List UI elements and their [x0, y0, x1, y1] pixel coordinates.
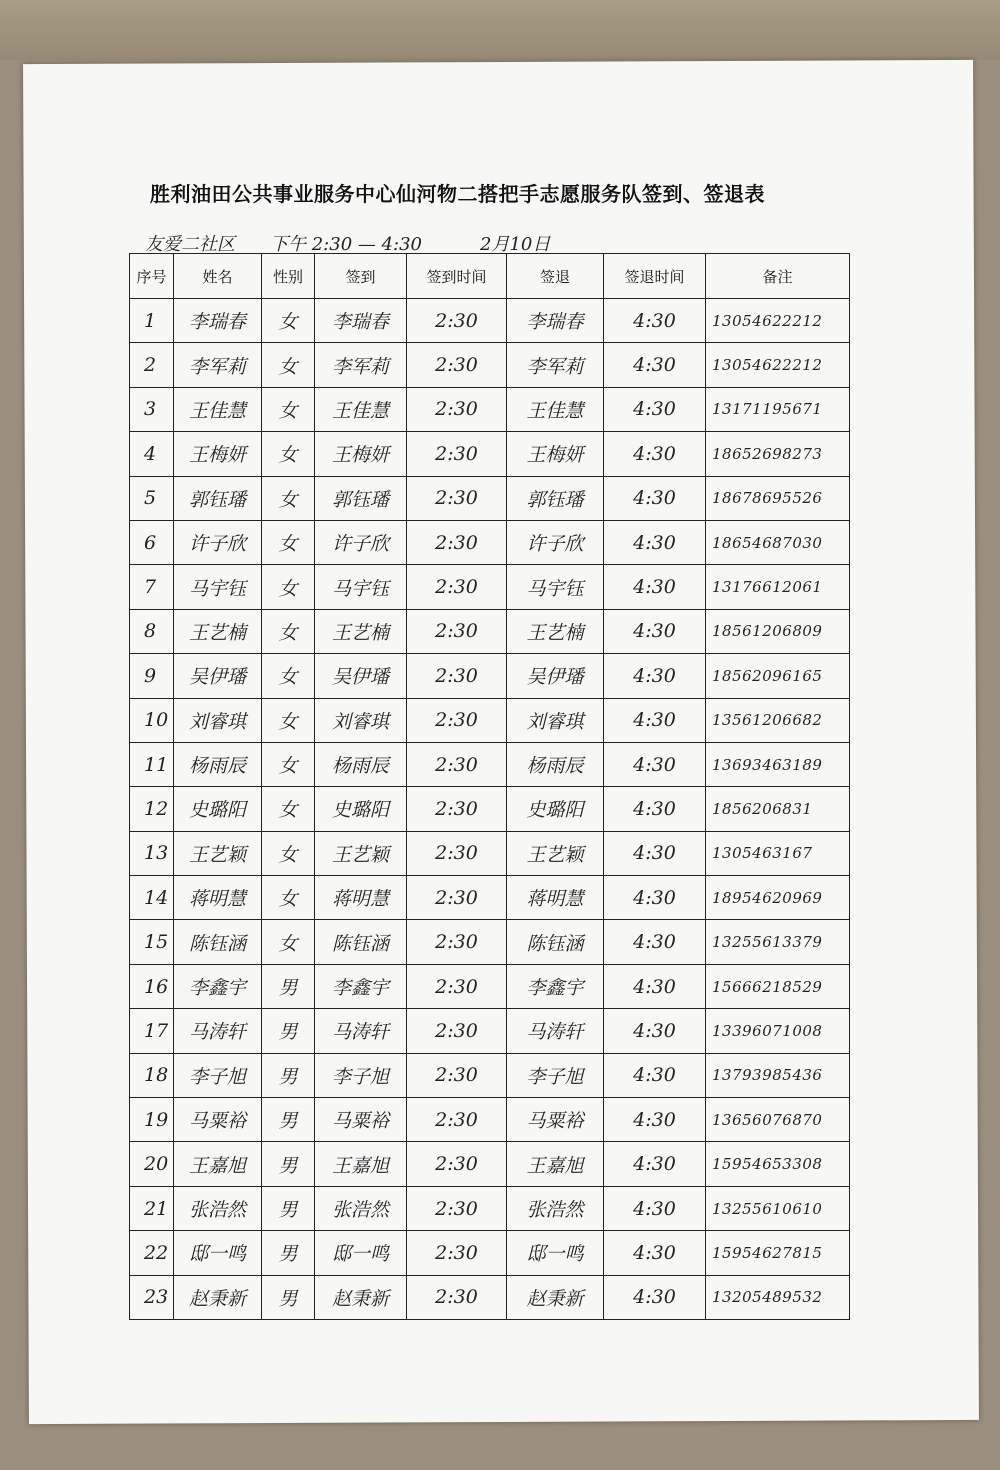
sign-in-time: 2:30: [407, 1098, 507, 1142]
sign-in-signature: 李军莉: [315, 343, 407, 387]
row-number: 17: [130, 1009, 174, 1053]
volunteer-name: 张浩然: [174, 1186, 262, 1230]
column-header-sign-in: 签到: [315, 254, 407, 299]
gender: 女: [262, 343, 315, 387]
sign-in-time: 2:30: [407, 787, 507, 831]
note-phone: 13255613379: [706, 920, 850, 964]
sign-out-signature: 史璐阳: [507, 787, 604, 831]
volunteer-name: 杨雨辰: [174, 742, 262, 786]
sign-out-signature: 张浩然: [507, 1186, 604, 1230]
note-phone: 15954653308: [706, 1142, 850, 1186]
sign-in-time: 2:30: [407, 1053, 507, 1097]
note-phone: 13561206682: [706, 698, 850, 742]
sign-out-time: 4:30: [604, 432, 706, 476]
gender: 男: [262, 1098, 315, 1142]
sign-in-time: 2:30: [407, 1231, 507, 1275]
sign-out-signature: 赵秉新: [507, 1275, 604, 1319]
signin-table: [129, 253, 850, 1320]
sign-out-signature: 李军莉: [507, 343, 604, 387]
sign-in-signature: 李子旭: [315, 1053, 407, 1097]
row-number: 4: [130, 432, 174, 476]
note-phone: 18562096165: [706, 654, 850, 698]
column-header-name: 姓名: [174, 254, 262, 299]
sign-out-time: 4:30: [604, 299, 706, 343]
volunteer-name: 邸一鸣: [174, 1231, 262, 1275]
volunteer-name: 马涛轩: [174, 1009, 262, 1053]
volunteer-name: 马粟裕: [174, 1098, 262, 1142]
sign-out-time: 4:30: [604, 1009, 706, 1053]
table-row: [130, 698, 850, 742]
gender: 男: [262, 1275, 315, 1319]
volunteer-name: 王嘉旭: [174, 1142, 262, 1186]
gender: 女: [262, 831, 315, 875]
sign-in-time: 2:30: [407, 1186, 507, 1230]
column-header-no: 序号: [130, 254, 174, 299]
volunteer-name: 史璐阳: [174, 787, 262, 831]
sign-in-signature: 许子欣: [315, 520, 407, 564]
row-number: 20: [130, 1142, 174, 1186]
sign-in-time: 2:30: [407, 876, 507, 920]
sign-out-signature: 陈钰涵: [507, 920, 604, 964]
row-number: 16: [130, 964, 174, 1008]
table-row: [130, 1231, 850, 1275]
table-row: [130, 1098, 850, 1142]
sign-in-time: 2:30: [407, 831, 507, 875]
sign-out-time: 4:30: [604, 387, 706, 431]
volunteer-name: 郭钰璠: [174, 476, 262, 520]
sign-in-signature: 吴伊璠: [315, 654, 407, 698]
sign-in-signature: 邸一鸣: [315, 1231, 407, 1275]
note-phone: 13205489532: [706, 1275, 850, 1319]
table-row: [130, 343, 850, 387]
sign-in-signature: 王艺楠: [315, 609, 407, 653]
row-number: 13: [130, 831, 174, 875]
sign-in-time: 2:30: [407, 343, 507, 387]
row-number: 21: [130, 1186, 174, 1230]
time-range-label: 下午 2:30 — 4:30: [270, 234, 423, 255]
volunteer-name: 李子旭: [174, 1053, 262, 1097]
row-number: 7: [130, 565, 174, 609]
sign-in-signature: 蒋明慧: [315, 876, 407, 920]
location-label: 友爱二社区: [145, 234, 235, 255]
note-phone: 18654687030: [706, 520, 850, 564]
note-phone: 13171195671: [706, 387, 850, 431]
sign-out-time: 4:30: [604, 1231, 706, 1275]
sign-in-signature: 陈钰涵: [315, 920, 407, 964]
sign-out-signature: 李子旭: [507, 1053, 604, 1097]
note-phone: 15954627815: [706, 1231, 850, 1275]
table-header-row: [130, 254, 850, 299]
sign-out-time: 4:30: [604, 520, 706, 564]
sign-in-time: 2:30: [407, 1142, 507, 1186]
volunteer-name: 王佳慧: [174, 387, 262, 431]
gender: 女: [262, 299, 315, 343]
sign-out-time: 4:30: [604, 698, 706, 742]
table-row: [130, 831, 850, 875]
table-row: [130, 609, 850, 653]
sign-in-time: 2:30: [407, 609, 507, 653]
volunteer-name: 王梅妍: [174, 432, 262, 476]
sign-out-time: 4:30: [604, 654, 706, 698]
gender: 男: [262, 1009, 315, 1053]
row-number: 11: [130, 742, 174, 786]
sign-out-time: 4:30: [604, 1275, 706, 1319]
sign-in-time: 2:30: [407, 432, 507, 476]
sign-out-time: 4:30: [604, 920, 706, 964]
gender: 女: [262, 432, 315, 476]
sign-out-signature: 刘睿琪: [507, 698, 604, 742]
table-row: [130, 476, 850, 520]
sign-in-signature: 张浩然: [315, 1186, 407, 1230]
sign-in-time: 2:30: [407, 1009, 507, 1053]
gender: 女: [262, 742, 315, 786]
note-phone: 18678695526: [706, 476, 850, 520]
sign-in-signature: 刘睿琪: [315, 698, 407, 742]
note-phone: 15666218529: [706, 964, 850, 1008]
sign-out-signature: 王梅妍: [507, 432, 604, 476]
sign-out-time: 4:30: [604, 1186, 706, 1230]
row-number: 22: [130, 1231, 174, 1275]
sign-out-time: 4:30: [604, 964, 706, 1008]
volunteer-name: 蒋明慧: [174, 876, 262, 920]
date-label: 2月10日: [480, 234, 551, 255]
table-row: [130, 787, 850, 831]
table-row: [130, 964, 850, 1008]
sign-out-signature: 吴伊璠: [507, 654, 604, 698]
volunteer-name: 赵秉新: [174, 1275, 262, 1319]
sign-in-signature: 马宇钰: [315, 565, 407, 609]
column-header-sign-out-time: 签退时间: [604, 254, 706, 299]
sign-out-time: 4:30: [604, 1142, 706, 1186]
sign-in-signature: 马粟裕: [315, 1098, 407, 1142]
note-phone: 13693463189: [706, 742, 850, 786]
table-row: [130, 432, 850, 476]
sign-in-time: 2:30: [407, 742, 507, 786]
column-header-sign-out: 签退: [507, 254, 604, 299]
volunteer-name: 王艺楠: [174, 609, 262, 653]
sign-out-signature: 许子欣: [507, 520, 604, 564]
table-row: [130, 1186, 850, 1230]
gender: 女: [262, 920, 315, 964]
document-title: 胜利油田公共事业服务中心仙河物二搭把手志愿服务队签到、签退表: [150, 182, 765, 206]
row-number: 9: [130, 654, 174, 698]
gender: 女: [262, 565, 315, 609]
sign-in-time: 2:30: [407, 1275, 507, 1319]
sign-out-signature: 杨雨辰: [507, 742, 604, 786]
column-header-gender: 性别: [262, 254, 315, 299]
sign-in-time: 2:30: [407, 565, 507, 609]
gender: 男: [262, 964, 315, 1008]
gender: 女: [262, 698, 315, 742]
sign-out-time: 4:30: [604, 343, 706, 387]
sign-in-signature: 郭钰璠: [315, 476, 407, 520]
sign-out-time: 4:30: [604, 1053, 706, 1097]
row-number: 18: [130, 1053, 174, 1097]
sign-out-signature: 李瑞春: [507, 299, 604, 343]
gender: 男: [262, 1053, 315, 1097]
volunteer-name: 李瑞春: [174, 299, 262, 343]
sign-out-time: 4:30: [604, 476, 706, 520]
volunteer-name: 许子欣: [174, 520, 262, 564]
sign-in-time: 2:30: [407, 520, 507, 564]
note-phone: 13054622212: [706, 299, 850, 343]
volunteer-name: 王艺颖: [174, 831, 262, 875]
table-row: [130, 1142, 850, 1186]
sign-in-signature: 王梅妍: [315, 432, 407, 476]
sign-in-time: 2:30: [407, 387, 507, 431]
sign-out-signature: 郭钰璠: [507, 476, 604, 520]
sign-out-time: 4:30: [604, 742, 706, 786]
sign-in-time: 2:30: [407, 299, 507, 343]
gender: 女: [262, 787, 315, 831]
table-row: [130, 299, 850, 343]
sign-in-signature: 王嘉旭: [315, 1142, 407, 1186]
row-number: 15: [130, 920, 174, 964]
sign-in-signature: 李鑫宇: [315, 964, 407, 1008]
note-phone: 13793985436: [706, 1053, 850, 1097]
volunteer-name: 李鑫宇: [174, 964, 262, 1008]
sign-out-signature: 邸一鸣: [507, 1231, 604, 1275]
sign-in-time: 2:30: [407, 964, 507, 1008]
sign-in-time: 2:30: [407, 698, 507, 742]
sign-out-signature: 马宇钰: [507, 565, 604, 609]
table-row: [130, 1275, 850, 1319]
row-number: 14: [130, 876, 174, 920]
table-row: [130, 654, 850, 698]
sign-in-signature: 马涛轩: [315, 1009, 407, 1053]
sign-in-signature: 赵秉新: [315, 1275, 407, 1319]
gender: 女: [262, 609, 315, 653]
note-phone: 1856206831: [706, 787, 850, 831]
sign-out-signature: 王艺楠: [507, 609, 604, 653]
table-row: [130, 920, 850, 964]
sign-out-time: 4:30: [604, 787, 706, 831]
table-row: [130, 565, 850, 609]
table-row: [130, 520, 850, 564]
row-number: 19: [130, 1098, 174, 1142]
note-phone: 13054622212: [706, 343, 850, 387]
sign-in-time: 2:30: [407, 920, 507, 964]
note-phone: 13255610610: [706, 1186, 850, 1230]
sign-out-signature: 王嘉旭: [507, 1142, 604, 1186]
sign-out-signature: 王佳慧: [507, 387, 604, 431]
sign-out-signature: 王艺颖: [507, 831, 604, 875]
row-number: 10: [130, 698, 174, 742]
row-number: 3: [130, 387, 174, 431]
sign-in-signature: 王佳慧: [315, 387, 407, 431]
row-number: 8: [130, 609, 174, 653]
sign-out-time: 4:30: [604, 876, 706, 920]
background-surface: [0, 0, 1000, 60]
table-row: [130, 387, 850, 431]
row-number: 6: [130, 520, 174, 564]
gender: 男: [262, 1186, 315, 1230]
table-row: [130, 1053, 850, 1097]
volunteer-name: 马宇钰: [174, 565, 262, 609]
gender: 女: [262, 476, 315, 520]
sign-out-time: 4:30: [604, 831, 706, 875]
sign-out-signature: 蒋明慧: [507, 876, 604, 920]
note-phone: 13396071008: [706, 1009, 850, 1053]
volunteer-name: 吴伊璠: [174, 654, 262, 698]
sign-in-time: 2:30: [407, 654, 507, 698]
sign-in-signature: 王艺颖: [315, 831, 407, 875]
sign-out-time: 4:30: [604, 1098, 706, 1142]
gender: 女: [262, 520, 315, 564]
gender: 女: [262, 876, 315, 920]
table-row: [130, 876, 850, 920]
table-row: [130, 1009, 850, 1053]
note-phone: 1305463167: [706, 831, 850, 875]
sign-in-signature: 杨雨辰: [315, 742, 407, 786]
column-header-note: 备注: [706, 254, 850, 299]
volunteer-name: 刘睿琪: [174, 698, 262, 742]
volunteer-name: 李军莉: [174, 343, 262, 387]
sign-out-signature: 马涛轩: [507, 1009, 604, 1053]
note-phone: 18652698273: [706, 432, 850, 476]
row-number: 12: [130, 787, 174, 831]
note-phone: 18954620969: [706, 876, 850, 920]
sign-in-signature: 史璐阳: [315, 787, 407, 831]
gender: 女: [262, 654, 315, 698]
note-phone: 18561206809: [706, 609, 850, 653]
note-phone: 13176612061: [706, 565, 850, 609]
sign-out-signature: 李鑫宇: [507, 964, 604, 1008]
sign-in-time: 2:30: [407, 476, 507, 520]
column-header-sign-in-time: 签到时间: [407, 254, 507, 299]
row-number: 2: [130, 343, 174, 387]
sign-out-time: 4:30: [604, 565, 706, 609]
note-phone: 13656076870: [706, 1098, 850, 1142]
sign-out-signature: 马粟裕: [507, 1098, 604, 1142]
gender: 男: [262, 1142, 315, 1186]
row-number: 5: [130, 476, 174, 520]
volunteer-name: 陈钰涵: [174, 920, 262, 964]
table-row: [130, 742, 850, 786]
sign-in-signature: 李瑞春: [315, 299, 407, 343]
gender: 男: [262, 1231, 315, 1275]
sign-out-time: 4:30: [604, 609, 706, 653]
row-number: 23: [130, 1275, 174, 1319]
row-number: 1: [130, 299, 174, 343]
gender: 女: [262, 387, 315, 431]
